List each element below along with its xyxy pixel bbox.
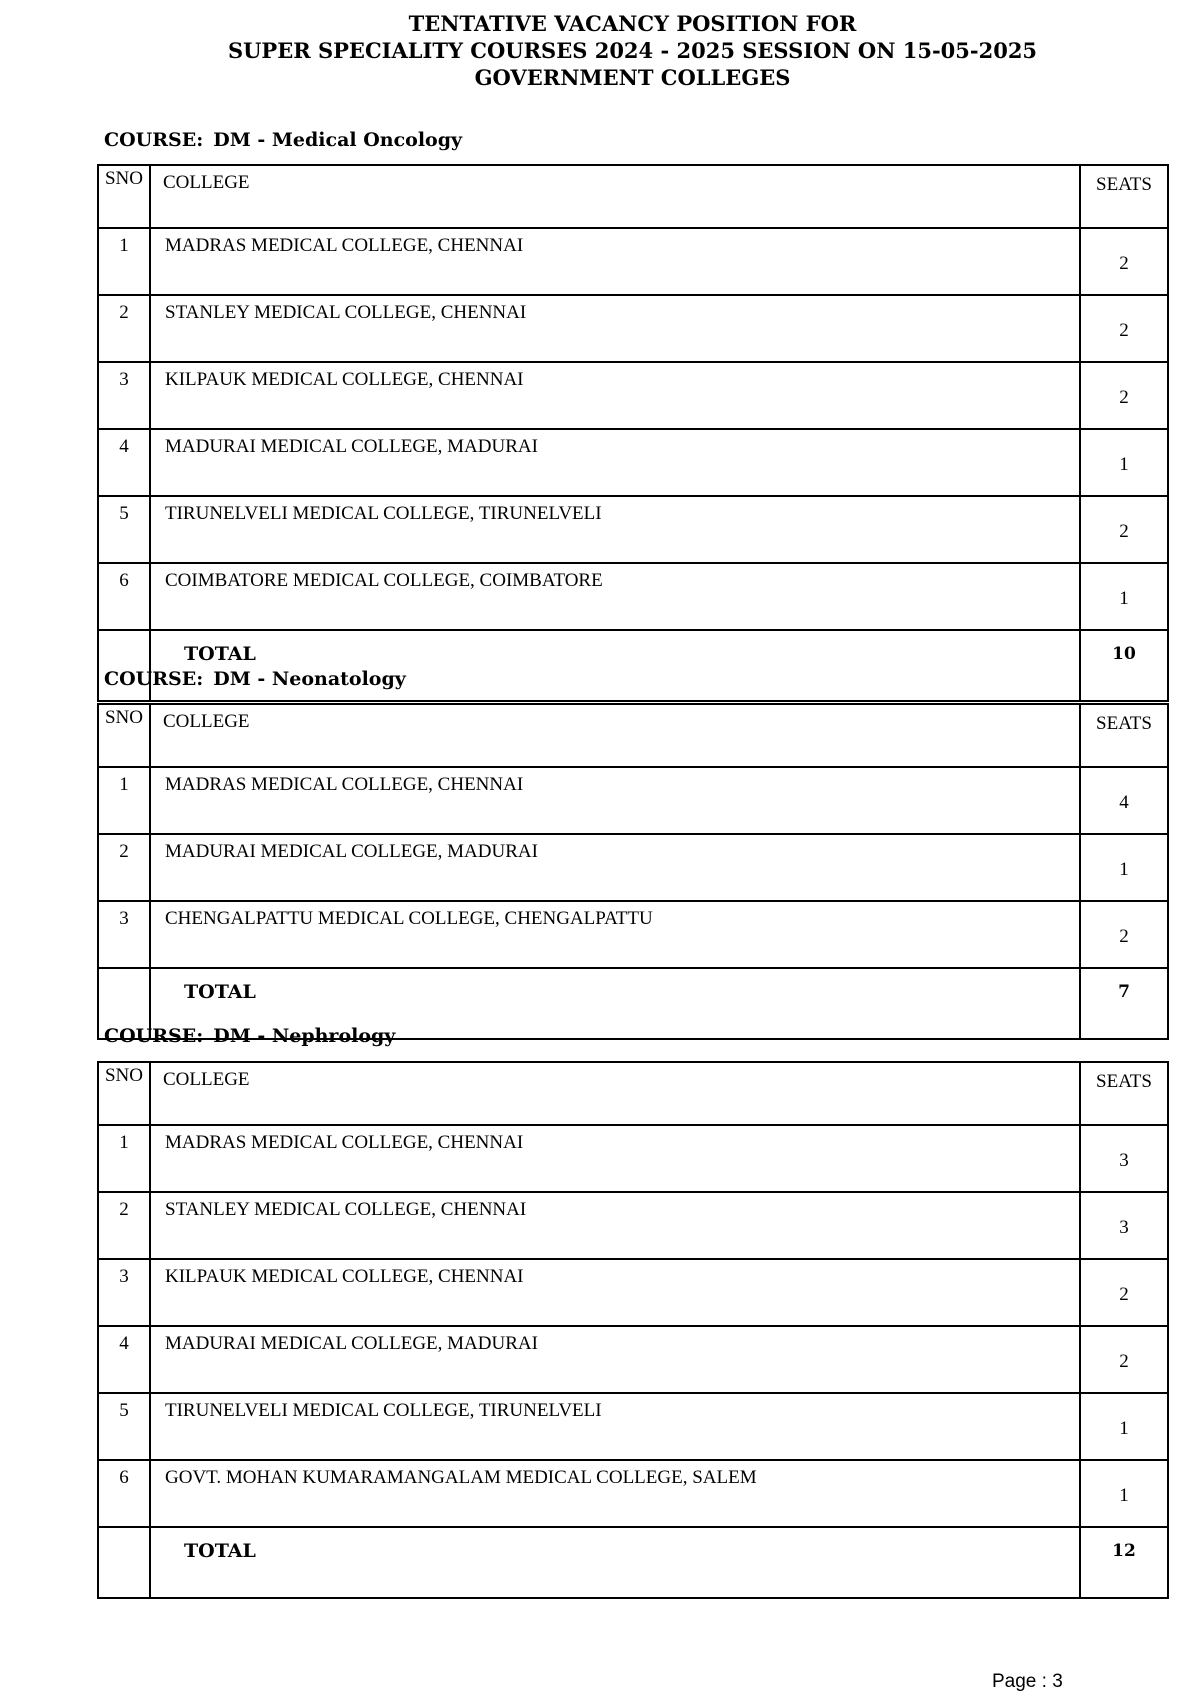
column-header-seats: SEATS — [1080, 1062, 1168, 1125]
table-row — [98, 362, 1168, 429]
total-seats: 7 — [1080, 968, 1168, 1039]
total-label: TOTAL — [150, 1527, 1080, 1598]
table-row — [98, 496, 1168, 563]
vacancy-table-nephrology — [97, 1061, 1169, 1599]
sno-cell: 4 — [98, 1326, 150, 1393]
college-cell: MADRAS MEDICAL COLLEGE, CHENNAI — [150, 1125, 1080, 1192]
sno-cell: 3 — [98, 1259, 150, 1326]
vacancy-table-neonatology — [97, 703, 1169, 1040]
seats-cell: 1 — [1080, 429, 1168, 496]
sno-cell: 2 — [98, 834, 150, 901]
college-cell: KILPAUK MEDICAL COLLEGE, CHENNAI — [150, 362, 1080, 429]
college-cell: COIMBATORE MEDICAL COLLEGE, COIMBATORE — [150, 563, 1080, 630]
sno-cell: 6 — [98, 563, 150, 630]
seats-cell: 2 — [1080, 496, 1168, 563]
sno-cell: 5 — [98, 1393, 150, 1460]
page-number: Page : 3 — [992, 1671, 1063, 1692]
header-line-3: GOVERNMENT COLLEGES — [474, 65, 791, 90]
column-header-seats: SEATS — [1080, 704, 1168, 767]
column-header-seats: SEATS — [1080, 165, 1168, 228]
table-header-row — [98, 704, 1168, 767]
column-header-sno: SNO — [98, 704, 150, 767]
total-seats: 12 — [1080, 1527, 1168, 1598]
course-heading-neonatology — [104, 668, 406, 690]
total-seats: 10 — [1080, 630, 1168, 701]
course-heading-nephrology — [104, 1025, 395, 1047]
table-row — [98, 1259, 1168, 1326]
seats-cell: 3 — [1080, 1192, 1168, 1259]
table-row — [98, 767, 1168, 834]
column-header-college: COLLEGE — [150, 704, 1080, 767]
sno-cell: 3 — [98, 901, 150, 968]
header-line-2: SUPER SPECIALITY COURSES 2024 - 2025 SESSION ON 15-05-2025 — [227, 38, 1038, 63]
course-label: COURSE: — [104, 1025, 204, 1047]
column-header-college: COLLEGE — [150, 1062, 1080, 1125]
table-row — [98, 1460, 1168, 1527]
seats-cell: 2 — [1080, 1326, 1168, 1393]
table-row — [98, 1125, 1168, 1192]
vacancy-table-medical-oncology — [97, 164, 1169, 702]
college-cell: CHENGALPATTU MEDICAL COLLEGE, CHENGALPATTU — [150, 901, 1080, 968]
seats-cell: 2 — [1080, 228, 1168, 295]
seats-cell: 2 — [1080, 901, 1168, 968]
college-cell: MADURAI MEDICAL COLLEGE, MADURAI — [150, 834, 1080, 901]
course-heading-medical-oncology — [104, 129, 462, 151]
column-header-sno: SNO — [98, 165, 150, 228]
course-name: DM - Neonatology — [213, 668, 406, 690]
seats-cell: 1 — [1080, 834, 1168, 901]
total-row — [98, 1527, 1168, 1598]
sno-cell: 1 — [98, 228, 150, 295]
college-cell: STANLEY MEDICAL COLLEGE, CHENNAI — [150, 1192, 1080, 1259]
header-line-1: TENTATIVE VACANCY POSITION FOR — [408, 11, 857, 36]
seats-cell: 1 — [1080, 1460, 1168, 1527]
college-cell: MADURAI MEDICAL COLLEGE, MADURAI — [150, 1326, 1080, 1393]
course-label: COURSE: — [104, 129, 204, 151]
course-label: COURSE: — [104, 668, 204, 690]
table-header-row — [98, 165, 1168, 228]
sno-cell: 5 — [98, 496, 150, 563]
college-cell: MADRAS MEDICAL COLLEGE, CHENNAI — [150, 228, 1080, 295]
table-row — [98, 228, 1168, 295]
seats-cell: 4 — [1080, 767, 1168, 834]
table-header-row — [98, 1062, 1168, 1125]
table-row — [98, 834, 1168, 901]
total-empty-cell — [98, 1527, 150, 1598]
table-row — [98, 563, 1168, 630]
college-cell: TIRUNELVELI MEDICAL COLLEGE, TIRUNELVELI — [150, 496, 1080, 563]
college-cell: MADRAS MEDICAL COLLEGE, CHENNAI — [150, 767, 1080, 834]
seats-cell: 2 — [1080, 1259, 1168, 1326]
column-header-college: COLLEGE — [150, 165, 1080, 228]
table-row — [98, 295, 1168, 362]
sno-cell: 6 — [98, 1460, 150, 1527]
seats-cell: 2 — [1080, 295, 1168, 362]
seats-cell: 1 — [1080, 1393, 1168, 1460]
column-header-sno: SNO — [98, 1062, 150, 1125]
sno-cell: 2 — [98, 1192, 150, 1259]
table-row — [98, 429, 1168, 496]
seats-cell: 2 — [1080, 362, 1168, 429]
college-cell: TIRUNELVELI MEDICAL COLLEGE, TIRUNELVELI — [150, 1393, 1080, 1460]
seats-cell: 3 — [1080, 1125, 1168, 1192]
total-label: TOTAL — [150, 630, 1080, 701]
table-row — [98, 1393, 1168, 1460]
total-row — [98, 630, 1168, 701]
college-cell: STANLEY MEDICAL COLLEGE, CHENNAI — [150, 295, 1080, 362]
sno-cell: 3 — [98, 362, 150, 429]
table-row — [98, 901, 1168, 968]
document-header — [0, 10, 1200, 91]
total-label: TOTAL — [150, 968, 1080, 1039]
course-name: DM - Medical Oncology — [213, 129, 463, 151]
course-name: DM - Nephrology — [213, 1025, 396, 1047]
college-cell: KILPAUK MEDICAL COLLEGE, CHENNAI — [150, 1259, 1080, 1326]
table-row — [98, 1326, 1168, 1393]
college-cell: MADURAI MEDICAL COLLEGE, MADURAI — [150, 429, 1080, 496]
sno-cell: 4 — [98, 429, 150, 496]
table-row — [98, 1192, 1168, 1259]
seats-cell: 1 — [1080, 563, 1168, 630]
sno-cell: 2 — [98, 295, 150, 362]
sno-cell: 1 — [98, 1125, 150, 1192]
sno-cell: 1 — [98, 767, 150, 834]
college-cell: GOVT. MOHAN KUMARAMANGALAM MEDICAL COLLEGE, SALEM — [150, 1460, 1080, 1527]
total-empty-cell — [98, 630, 150, 701]
